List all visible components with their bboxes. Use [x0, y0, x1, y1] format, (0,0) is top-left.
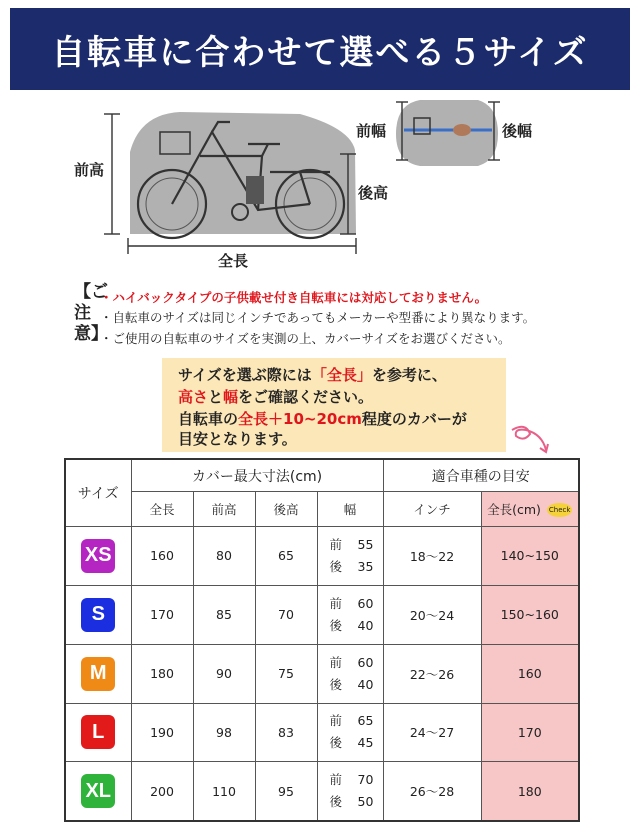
rear-height-cell: 75: [255, 644, 317, 703]
tip-text: を参考に、: [371, 366, 447, 384]
length-cell: 200: [131, 762, 193, 821]
tip-text: と: [208, 388, 224, 406]
page-title: 自転車に合わせて選べる５サイズ: [51, 32, 589, 73]
table-header-row: [65, 459, 579, 492]
size-badge-xl: XL: [81, 774, 115, 808]
front-height-cell: 80: [193, 526, 255, 585]
header-length: 全長: [131, 492, 193, 527]
width-cell: [317, 762, 383, 821]
total-cell: 170: [481, 703, 579, 762]
header-cover: カバー最大寸法(cm): [131, 459, 383, 492]
width-front-key: 前: [329, 654, 343, 670]
width-front: 60: [357, 654, 374, 670]
total-length-label: 全長: [218, 252, 249, 270]
size-badge-l: L: [81, 715, 115, 749]
tip-text: をご確認ください。: [238, 388, 374, 406]
size-badge-s: S: [81, 598, 115, 632]
inch-cell: 18〜22: [383, 526, 481, 585]
header-width: 幅: [317, 492, 383, 527]
notice-line-warning: ・ハイバックタイプの子供載せ付き自転車には対応しておりません。: [100, 290, 488, 305]
size-table: [64, 458, 580, 822]
tip-highlight: 幅: [223, 388, 239, 406]
width-front: 60: [357, 595, 374, 611]
size-badge-m: M: [81, 657, 115, 691]
total-cell: 160: [481, 644, 579, 703]
width-rear: 40: [357, 676, 374, 692]
size-cell: [65, 644, 131, 703]
tip-highlight: 全長＋10~20cm: [238, 410, 362, 428]
width-front-key: 前: [329, 536, 343, 552]
front-height-cell: 85: [193, 585, 255, 644]
notice-bracket-line: 意】: [74, 324, 108, 344]
rear-height-cell: 83: [255, 703, 317, 762]
width-cell: [317, 644, 383, 703]
header-rear: 後高: [255, 492, 317, 527]
notice-bracket-line: 注: [74, 303, 91, 323]
table-row: [65, 585, 579, 644]
width-front-key: 前: [329, 772, 343, 788]
check-badge: [547, 503, 573, 517]
header-size: サイズ: [65, 459, 131, 526]
size-cell: [65, 762, 131, 821]
width-rear-key: 後: [329, 617, 343, 633]
total-cell: 150~160: [481, 585, 579, 644]
tip-text: 自転車の: [178, 410, 239, 428]
table-row: [65, 526, 579, 585]
tip-text: サイズを選ぶ際には: [178, 366, 312, 384]
tip-text: 程度のカバーが: [361, 410, 467, 428]
width-front: 65: [357, 713, 374, 729]
header-front: 前高: [193, 492, 255, 527]
length-cell: 180: [131, 644, 193, 703]
tip-highlight: 「全長」: [311, 366, 372, 384]
inch-cell: 22〜26: [383, 644, 481, 703]
width-rear-key: 後: [329, 676, 343, 692]
header-inch: インチ: [383, 492, 481, 527]
width-cell: [317, 585, 383, 644]
width-rear: 50: [357, 794, 374, 810]
rear-height-cell: 65: [255, 526, 317, 585]
front-height-label: 前高: [74, 161, 105, 179]
size-cell: [65, 703, 131, 762]
bicycle-cover-illustration: [0, 92, 640, 277]
rear-height-cell: 95: [255, 762, 317, 821]
check-label: Check: [548, 506, 571, 515]
notice-line: ・ご使用の自転車のサイズを実測の上、カバーサイズをお選びください。: [100, 331, 511, 346]
title-banner: [10, 8, 630, 90]
length-cell: 160: [131, 526, 193, 585]
header-fit: 適合車種の目安: [383, 459, 579, 492]
inch-cell: 26〜28: [383, 762, 481, 821]
table-row: [65, 762, 579, 821]
tip-line: 目安となります。: [178, 430, 297, 448]
width-rear-key: 後: [329, 794, 343, 810]
tip-line: [178, 408, 467, 429]
total-cell: 180: [481, 762, 579, 821]
tip-highlight: 高さ: [178, 388, 209, 406]
size-cell: [65, 526, 131, 585]
inch-cell: 24〜27: [383, 703, 481, 762]
width-front: 55: [357, 536, 374, 552]
width-cell: [317, 703, 383, 762]
dimension-diagram: [0, 92, 640, 277]
rear-height-label: 後高: [358, 184, 389, 202]
table-row: [65, 644, 579, 703]
width-rear: 35: [357, 558, 374, 574]
tip-line: [178, 386, 373, 407]
notice-bracket: [74, 282, 108, 345]
notice-bracket-line: 【ご: [74, 282, 108, 302]
notice-line: ・自転車のサイズは同じインチであってもメーカーや型番により異なります。: [100, 310, 536, 325]
width-rear-key: 後: [329, 735, 343, 751]
width-rear: 40: [357, 617, 374, 633]
width-cell: [317, 526, 383, 585]
width-front-key: 前: [329, 713, 343, 729]
front-height-cell: 98: [193, 703, 255, 762]
tip-line: [178, 364, 447, 385]
front-height-cell: 110: [193, 762, 255, 821]
total-cell: 140~150: [481, 526, 579, 585]
front-height-cell: 90: [193, 644, 255, 703]
size-badge-xs: XS: [81, 539, 115, 573]
size-cell: [65, 585, 131, 644]
rear-height-cell: 70: [255, 585, 317, 644]
rear-width-label: 後幅: [502, 122, 533, 140]
width-front-key: 前: [329, 595, 343, 611]
table-subheader-row: [65, 492, 579, 527]
length-cell: 190: [131, 703, 193, 762]
table-row: [65, 703, 579, 762]
width-front: 70: [357, 772, 374, 788]
inch-cell: 20〜24: [383, 585, 481, 644]
width-rear: 45: [357, 735, 374, 751]
pointer-arrow-icon: [506, 420, 566, 460]
header-total-label: 全長(cm): [487, 501, 541, 517]
width-rear-key: 後: [329, 558, 343, 574]
front-width-label: 前幅: [356, 122, 387, 140]
length-cell: 170: [131, 585, 193, 644]
header-total: [481, 492, 579, 527]
